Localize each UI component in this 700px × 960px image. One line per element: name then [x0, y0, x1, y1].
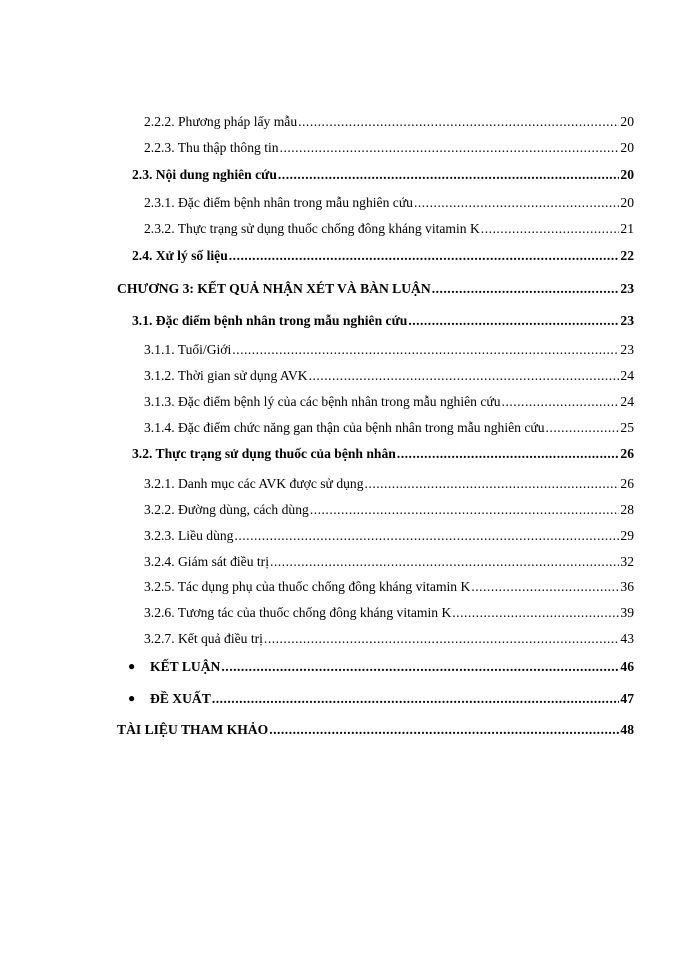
toc-leader-dots	[229, 249, 620, 263]
toc-entry-page: 47	[620, 691, 634, 706]
toc-entry-title: 3.2.1. Danh mục các AVK được sử dụng	[144, 476, 364, 491]
toc-entry-page: 21	[620, 221, 634, 236]
toc-leader-dots	[278, 168, 620, 182]
toc-entry[interactable]	[132, 447, 634, 461]
toc-leader-dots	[414, 196, 619, 210]
toc-entry-title: 2.2.2. Phương pháp lấy mẫu	[144, 114, 298, 129]
toc-entry-page: 20	[620, 195, 634, 210]
toc-entry-page: 26	[620, 446, 634, 461]
toc-entry[interactable]	[144, 529, 634, 543]
toc-entry-title: CHƯƠNG 3: KẾT QUẢ NHẬN XÉT VÀ BÀN LUẬN	[117, 281, 431, 296]
toc-entry[interactable]	[132, 168, 634, 182]
toc-entry[interactable]	[117, 282, 634, 296]
toc-leader-dots	[471, 580, 619, 594]
toc-entry[interactable]	[144, 395, 634, 409]
toc-entry-title: 2.3. Nội dung nghiên cứu	[132, 167, 277, 182]
toc-entry-title: 3.1.3. Đặc điểm bệnh lý của các bệnh nhân trong mẫu nghiên cứu	[144, 394, 501, 409]
toc-entry-page: 23	[620, 342, 634, 357]
toc-entry-title: 3.1. Đặc điểm bệnh nhân trong mẫu nghiên cứu	[132, 313, 408, 328]
toc-entry-title: KẾT LUẬN	[150, 659, 221, 674]
toc-leader-dots	[432, 282, 620, 296]
toc-entry-page: 48	[620, 722, 634, 737]
toc-entry[interactable]	[144, 421, 634, 435]
toc-entry[interactable]	[144, 580, 634, 594]
toc-entry-title: 3.2.4. Giám sát điều trị	[144, 554, 269, 569]
toc-entry-title: 3.1.1. Tuổi/Giới	[144, 342, 232, 357]
toc-entry[interactable]	[144, 141, 634, 155]
toc-entry-title: ĐỀ XUẤT	[150, 691, 211, 706]
toc-entry-title: 3.1.4. Đặc điểm chức năng gan thận của bệnh nhân trong mẫu nghiên cứu	[144, 420, 545, 435]
toc-entry[interactable]	[117, 723, 634, 737]
toc-entry[interactable]	[132, 249, 634, 263]
toc-entry-page: 36	[620, 579, 634, 594]
toc-leader-dots	[546, 421, 620, 435]
toc-leader-dots	[298, 115, 619, 129]
toc-entry-title: 3.2. Thực trạng sử dụng thuốc của bệnh nhân	[132, 446, 396, 461]
toc-leader-dots	[232, 343, 619, 357]
toc-entry[interactable]	[144, 115, 634, 129]
toc-entry-page: 24	[620, 394, 634, 409]
toc-entry[interactable]	[144, 196, 634, 210]
bullet-icon: ●	[128, 691, 136, 705]
toc-entry[interactable]	[144, 606, 634, 620]
toc-entry-page: 22	[620, 248, 634, 263]
bullet-icon: ●	[128, 659, 136, 673]
toc-entry-page: 23	[620, 313, 634, 328]
toc-entry-title: 3.2.3. Liều dùng	[144, 528, 234, 543]
toc-entry-page: 39	[620, 605, 634, 620]
toc-entry[interactable]	[144, 477, 634, 491]
toc-entry-page: 29	[620, 528, 634, 543]
toc-entry-page: 20	[620, 140, 634, 155]
toc-leader-dots	[280, 141, 620, 155]
toc-entry-title: 3.2.5. Tác dụng phụ của thuốc chống đông kháng vitamin K	[144, 579, 471, 594]
toc-entry-title: 3.2.6. Tương tác của thuốc chống đông kháng vitamin K	[144, 605, 452, 620]
toc-entry-page: 32	[620, 554, 634, 569]
toc-leader-dots	[212, 692, 620, 706]
toc-entry-title: 3.1.2. Thời gian sử dụng AVK	[144, 368, 308, 383]
toc-entry-title: 3.2.7. Kết quả điều trị	[144, 631, 263, 646]
toc-entry[interactable]	[144, 555, 634, 569]
toc-leader-dots	[310, 503, 620, 517]
toc-entry-page: 24	[620, 368, 634, 383]
toc-entry-title: 2.3.2. Thực trạng sử dụng thuốc chống đông kháng vitamin K	[144, 221, 480, 236]
toc-leader-dots	[269, 723, 619, 737]
toc-entry-title: 2.2.3. Thu thập thông tin	[144, 140, 279, 155]
toc-entry-page: 28	[620, 502, 634, 517]
toc-entry-page: 43	[620, 631, 634, 646]
toc-leader-dots	[264, 632, 619, 646]
toc-entry[interactable]	[144, 369, 634, 383]
toc-entry[interactable]	[128, 659, 634, 674]
toc-entry-title: 2.4. Xử lý số liệu	[132, 248, 228, 263]
toc-leader-dots	[234, 529, 619, 543]
toc-entry[interactable]	[144, 632, 634, 646]
toc-leader-dots	[365, 477, 620, 491]
toc-leader-dots	[221, 660, 619, 674]
toc-entry[interactable]	[128, 691, 634, 706]
toc-entry-page: 20	[620, 167, 634, 182]
toc-leader-dots	[408, 314, 619, 328]
toc-entry[interactable]	[144, 503, 634, 517]
toc-entry-title: 3.2.2. Đường dùng, cách dùng	[144, 502, 309, 517]
toc-entry[interactable]	[144, 222, 634, 236]
toc-leader-dots	[397, 447, 620, 461]
toc-entry-page: 46	[620, 659, 634, 674]
toc-entry-page: 23	[620, 281, 634, 296]
toc-leader-dots	[502, 395, 620, 409]
toc-entry-page: 25	[620, 420, 634, 435]
toc-entry[interactable]	[144, 343, 634, 357]
toc-entry-page: 26	[620, 476, 634, 491]
toc-entry[interactable]	[132, 314, 634, 328]
toc-entry-title: 2.3.1. Đặc điểm bệnh nhân trong mẫu nghiên cứu	[144, 195, 413, 210]
toc-entry-page: 20	[620, 114, 634, 129]
toc-entry-title: TÀI LIỆU THAM KHẢO	[117, 722, 269, 737]
toc-leader-dots	[481, 222, 620, 236]
toc-leader-dots	[452, 606, 619, 620]
toc-leader-dots	[270, 555, 619, 569]
toc-leader-dots	[309, 369, 620, 383]
